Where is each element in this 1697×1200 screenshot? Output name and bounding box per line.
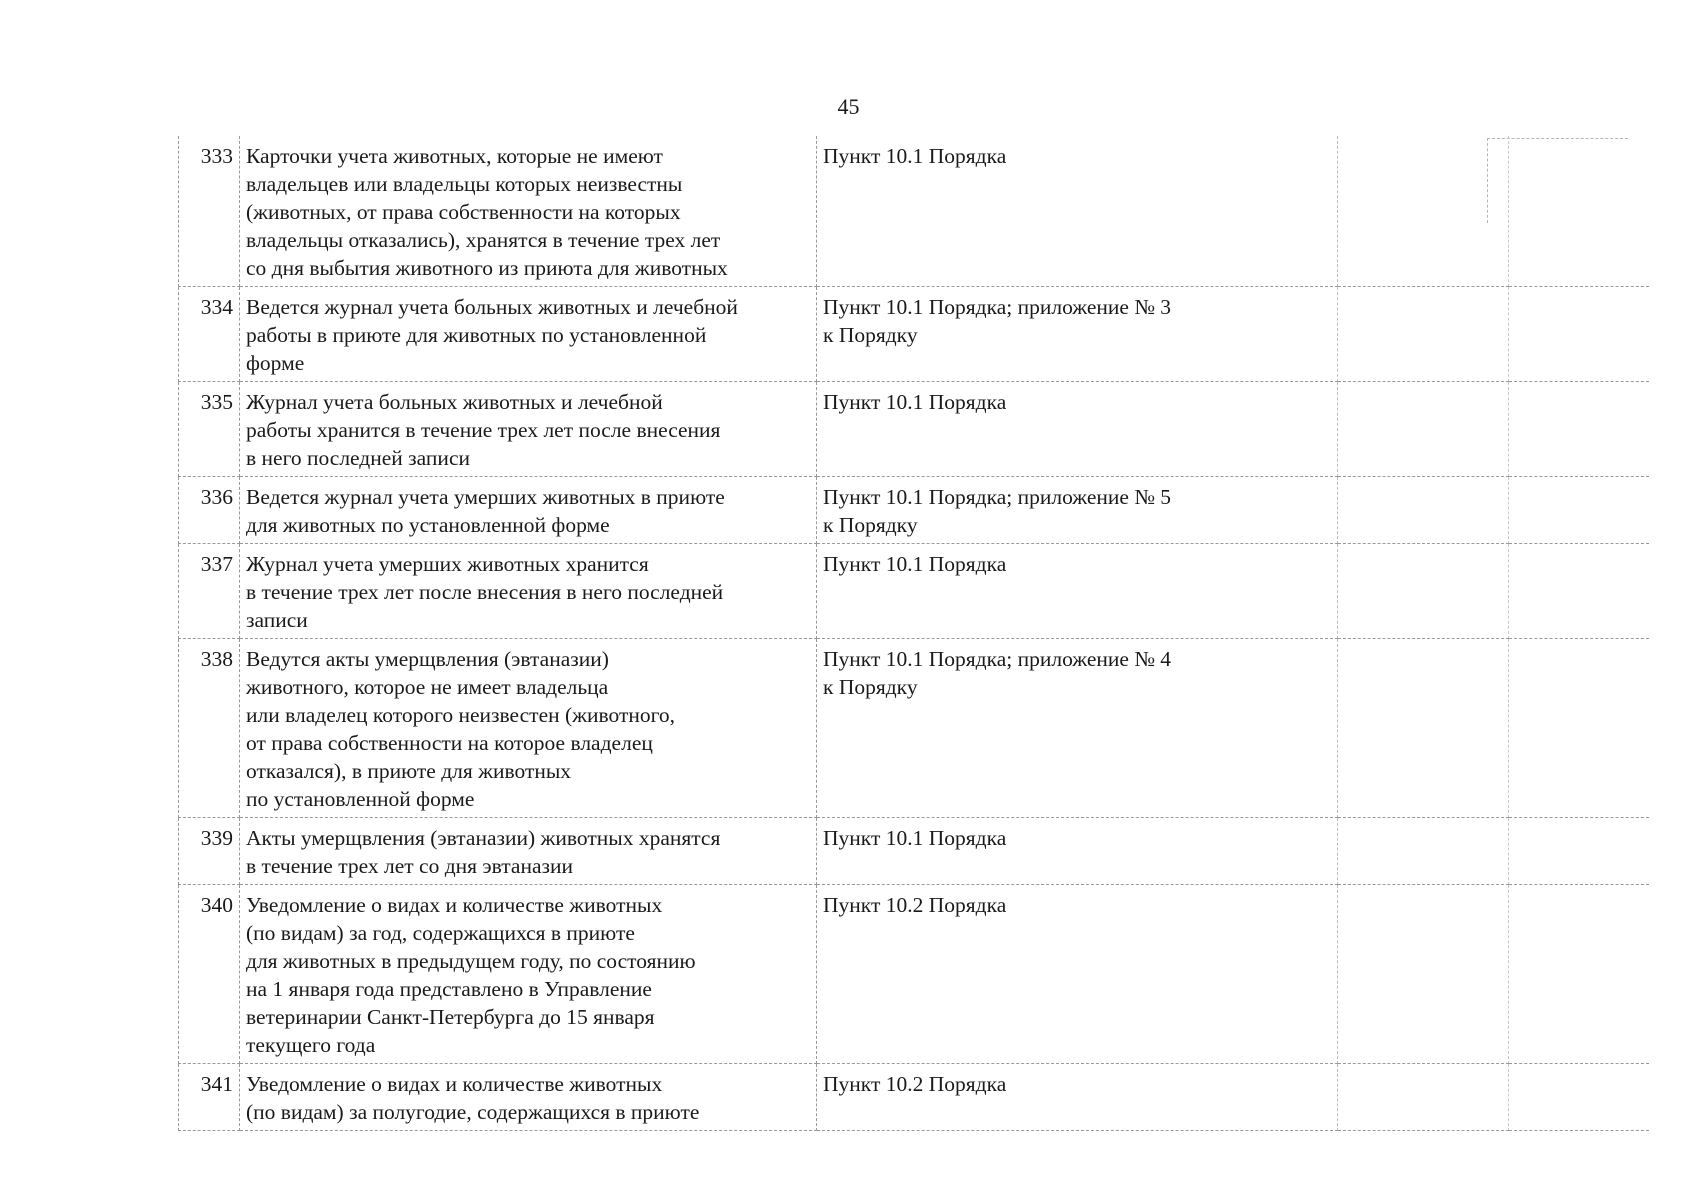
requirements-table bbox=[178, 136, 1649, 1131]
table-row bbox=[179, 639, 1650, 818]
empty-cell bbox=[1338, 1064, 1509, 1131]
requirement-text: Журнал учета больных животных и лечебной работы хранится в течение трех лет после внесения в него последней записи bbox=[246, 390, 721, 470]
reference-text: Пункт 10.1 Порядка bbox=[823, 826, 1007, 850]
row-number: 337 bbox=[179, 544, 240, 639]
requirement-text: Ведется журнал учета больных животных и лечебной работы в приюте для животных по установленной форме bbox=[246, 295, 738, 375]
empty-cell bbox=[1338, 544, 1509, 639]
requirement-text: Журнал учета умерших животных хранится в течение трех лет после внесения в него последней записи bbox=[246, 552, 724, 632]
row-number: 336 bbox=[179, 477, 240, 544]
reference-text: Пункт 10.2 Порядка bbox=[823, 1072, 1007, 1096]
table-row bbox=[179, 287, 1650, 382]
row-number: 341 bbox=[179, 1064, 240, 1131]
table-row bbox=[179, 1064, 1650, 1131]
reference-text: Пункт 10.1 Порядка bbox=[823, 390, 1007, 414]
requirement-text: Уведомление о видах и количестве животных (по видам) за год, содержащихся в приюте для животных в предыдущем году, по состоянию на 1 января года представлено в Управление ветеринарии Санкт-Петербурга до 15 января текущего года bbox=[246, 893, 696, 1057]
empty-cell bbox=[1509, 287, 1650, 382]
requirement-text: Ведется журнал учета умерших животных в приюте для животных по установленной форме bbox=[246, 485, 725, 537]
empty-cell bbox=[1338, 287, 1509, 382]
empty-cell bbox=[1338, 477, 1509, 544]
row-number: 340 bbox=[179, 885, 240, 1064]
empty-cell bbox=[1509, 639, 1650, 818]
empty-cell bbox=[1338, 639, 1509, 818]
empty-cell bbox=[1509, 885, 1650, 1064]
requirement-text: Ведутся акты умерщвления (эвтаназии) животного, которое не имеет владельца или владелец которого неизвестен (животного, от права собственности на которое владелец отказался), в приюте для животных по установленной форме bbox=[246, 647, 676, 811]
empty-cell bbox=[1509, 136, 1650, 287]
reference-text: Пункт 10.1 Порядка; приложение № 4 к Порядку bbox=[823, 647, 1171, 699]
empty-cell bbox=[1338, 136, 1509, 287]
row-number: 333 bbox=[179, 136, 240, 287]
table-row bbox=[179, 382, 1650, 477]
reference-text: Пункт 10.1 Порядка; приложение № 5 к Порядку bbox=[823, 485, 1171, 537]
row-number: 335 bbox=[179, 382, 240, 477]
requirement-text: Акты умерщвления (эвтаназии) животных хранятся в течение трех лет со дня эвтаназии bbox=[246, 826, 721, 878]
empty-cell bbox=[1338, 818, 1509, 885]
empty-cell bbox=[1509, 544, 1650, 639]
row-number: 339 bbox=[179, 818, 240, 885]
table-row bbox=[179, 136, 1650, 287]
reference-text: Пункт 10.1 Порядка bbox=[823, 552, 1007, 576]
table-row bbox=[179, 544, 1650, 639]
empty-cell bbox=[1338, 885, 1509, 1064]
requirement-text: Уведомление о видах и количестве животных (по видам) за полугодие, содержащихся в приюте bbox=[246, 1072, 700, 1124]
reference-text: Пункт 10.1 Порядка; приложение № 3 к Порядку bbox=[823, 295, 1171, 347]
table-row bbox=[179, 885, 1650, 1064]
requirement-text: Карточки учета животных, которые не имеют владельцев или владельцы которых неизвестны (животных, от права собственности на которых владельцы отказались), хранятся в течение трех лет со дня выбытия животного из приюта для животных bbox=[246, 144, 728, 280]
page-number: 45 bbox=[837, 94, 860, 119]
reference-text: Пункт 10.2 Порядка bbox=[823, 893, 1007, 917]
empty-cell bbox=[1338, 382, 1509, 477]
empty-cell bbox=[1509, 1064, 1650, 1131]
empty-cell bbox=[1509, 477, 1650, 544]
empty-cell bbox=[1509, 818, 1650, 885]
empty-cell bbox=[1509, 382, 1650, 477]
table-row bbox=[179, 477, 1650, 544]
row-number: 334 bbox=[179, 287, 240, 382]
reference-text: Пункт 10.1 Порядка bbox=[823, 144, 1007, 168]
table-row bbox=[179, 818, 1650, 885]
row-number: 338 bbox=[179, 639, 240, 818]
